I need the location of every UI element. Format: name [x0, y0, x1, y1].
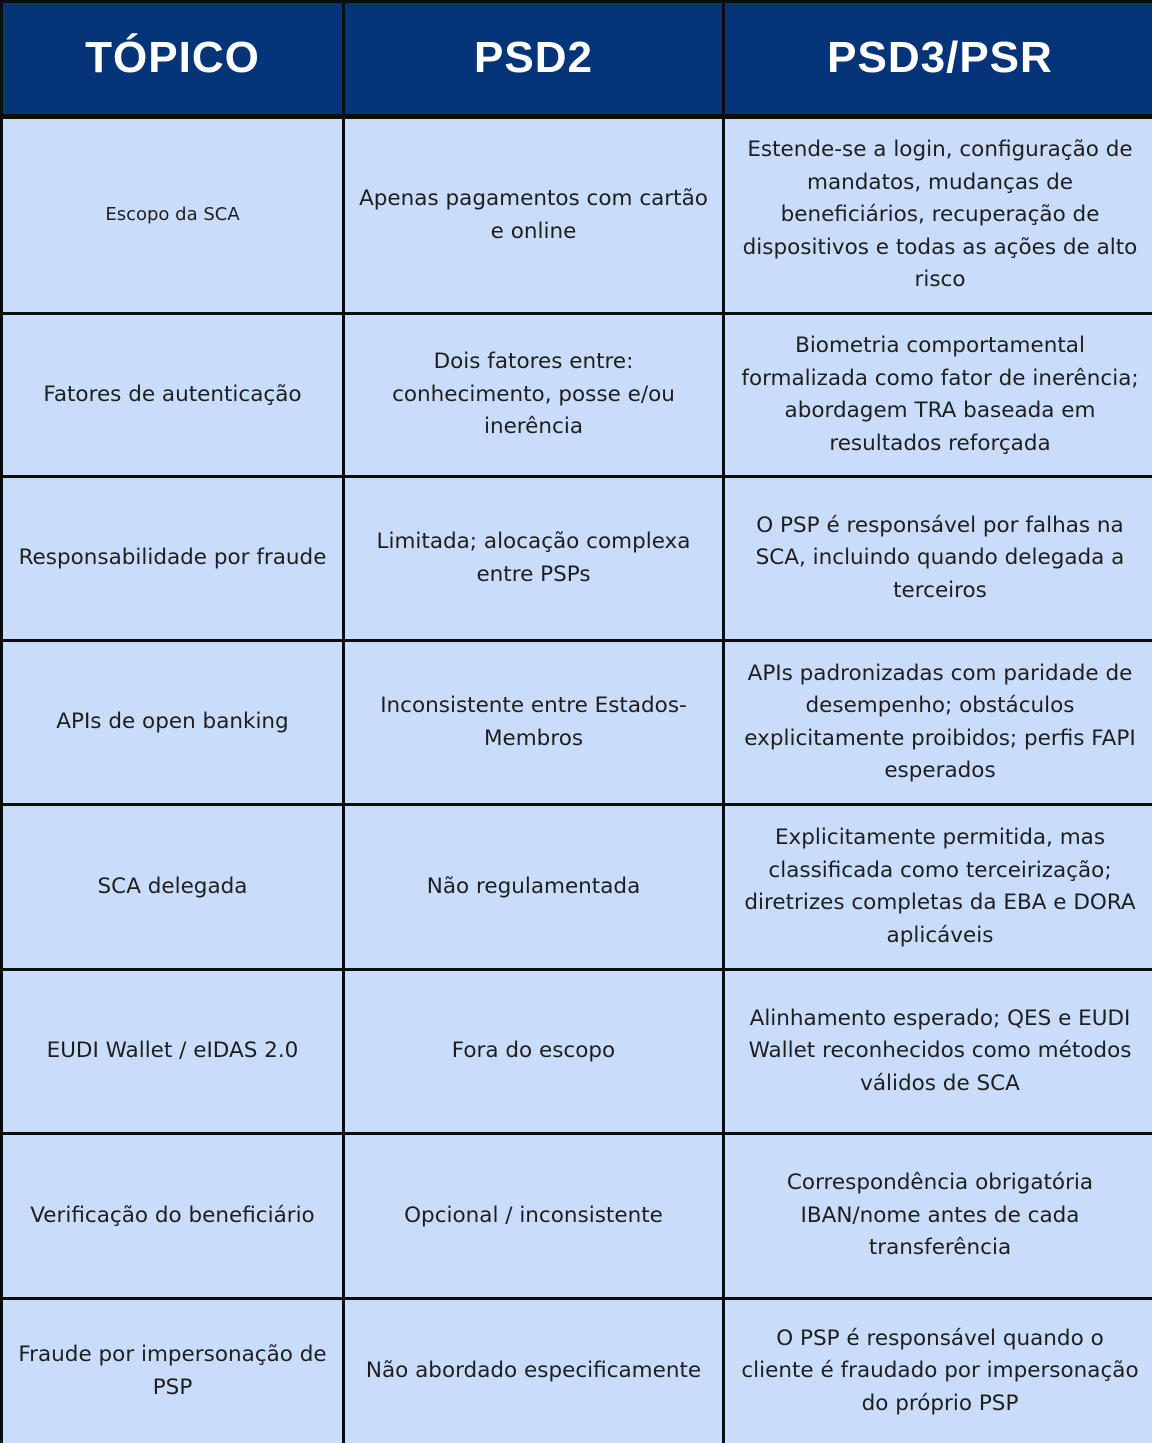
row-6-psd3: Alinhamento esperado; QES e EUDI Wallet reconhecidos como métodos válidos de SCA	[725, 971, 1152, 1135]
row-6-psd2: Fora do escopo	[345, 971, 725, 1135]
row-8-topic: Fraude por impersonação de PSP	[3, 1300, 345, 1443]
header-psd2: PSD2	[345, 3, 725, 119]
row-7-topic: Verificação do beneficiário	[3, 1135, 345, 1300]
row-8-psd2: Não abordado especificamente	[345, 1300, 725, 1443]
row-5-psd2: Não regulamentada	[345, 806, 725, 971]
header-psd3: PSD3/PSR	[725, 3, 1152, 119]
row-2-topic: Fatores de autenticação	[3, 315, 345, 478]
row-5-topic: SCA delegada	[3, 806, 345, 971]
row-1-psd2: Apenas pagamentos com cartão e online	[345, 119, 725, 315]
row-3-topic: Responsabilidade por fraude	[3, 478, 345, 642]
row-3-psd3: O PSP é responsável por falhas na SCA, incluindo quando delegada a terceiros	[725, 478, 1152, 642]
row-4-topic: APIs de open banking	[3, 642, 345, 806]
row-5-psd3: Explicitamente permitida, mas classificada como terceirização; diretrizes completas da EBA e DORA aplicáveis	[725, 806, 1152, 971]
row-1-psd3: Estende-se a login, configuração de mandatos, mudanças de beneficiários, recuperação de dispositivos e todas as ações de alto risco	[725, 119, 1152, 315]
row-7-psd3: Correspondência obrigatória IBAN/nome antes de cada transferência	[725, 1135, 1152, 1300]
row-6-topic: EUDI Wallet / eIDAS 2.0	[3, 971, 345, 1135]
row-7-psd2: Opcional / inconsistente	[345, 1135, 725, 1300]
row-1-topic: Escopo da SCA	[3, 119, 345, 315]
header-topic: TÓPICO	[3, 3, 345, 119]
row-2-psd3: Biometria comportamental formalizada como fator de inerência; abordagem TRA baseada em resultados reforçada	[725, 315, 1152, 478]
row-4-psd2: Inconsistente entre Estados-Membros	[345, 642, 725, 806]
row-8-psd3: O PSP é responsável quando o cliente é fraudado por impersonação do próprio PSP	[725, 1300, 1152, 1443]
row-3-psd2: Limitada; alocação complexa entre PSPs	[345, 478, 725, 642]
row-4-psd3: APIs padronizadas com paridade de desempenho; obstáculos explicitamente proibidos; perfis FAPI esperados	[725, 642, 1152, 806]
row-2-psd2: Dois fatores entre: conhecimento, posse e/ou inerência	[345, 315, 725, 478]
